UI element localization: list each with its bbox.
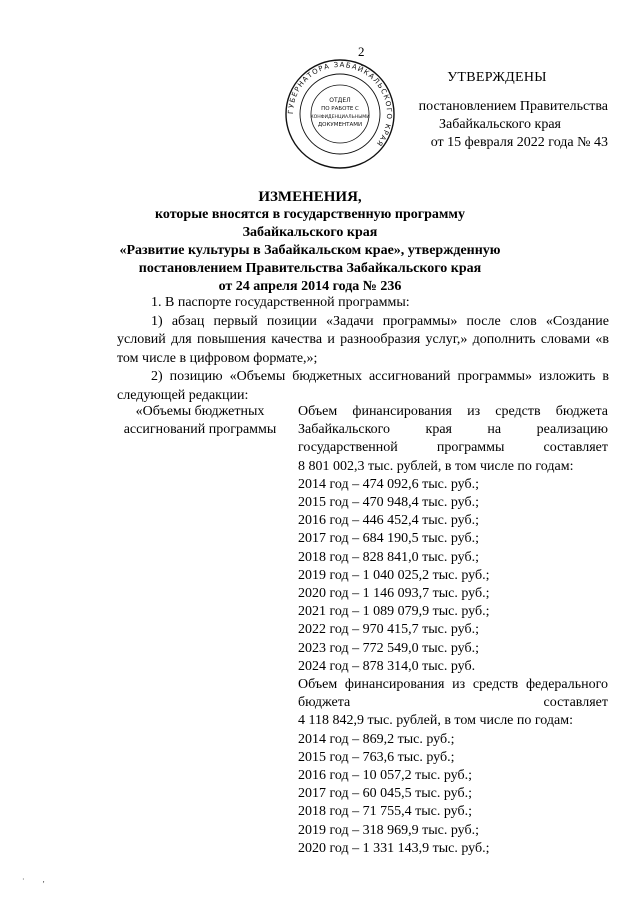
document-heading [110,188,510,296]
regional-year-row: 2023 год – 772 549,0 тыс. руб.; [298,640,479,656]
body-text [117,294,609,405]
heading-line-4: от 24 апреля 2014 года № 236 [218,279,402,294]
paragraph-2: 1) абзац первый позиции «Задачи программы» после слов «Создание условий для повышения качества и разнообразия услуг,» дополнить словами «в том числе в цифровом формате,»; [117,313,609,366]
federal-year-row: 2015 год – 763,6 тыс. руб.; [298,749,455,765]
seal-line-4: ДОКУМЕНТАМИ [317,122,363,128]
official-seal [283,57,397,171]
approval-line-2: Забайкальского края [438,117,561,132]
page-number: 2 [358,44,365,59]
paragraph-1: 1. В паспорте государственной программы: [151,295,410,310]
paragraph-3: 2) позицию «Объемы бюджетных ассигнований программы» изложить в следующей редакции: [117,369,609,403]
heading-line-3: постановлением Правительства Забайкальского края [138,261,482,276]
seal-line-3: КОНФИДЕНЦИАЛЬНЫМИ [310,115,370,120]
regional-total: 8 801 002,3 тыс. рублей, в том числе по годам: [298,458,574,474]
federal-year-row: 2020 год – 1 331 143,9 тыс. руб.; [298,840,490,856]
heading-title: ИЗМЕНЕНИЯ, [258,189,362,205]
seal-outer-text: ГУБЕРНАТОРА ЗАБАЙКАЛЬСКОГО КРАЯ [286,60,394,149]
federal-year-row: 2014 год – 869,2 тыс. руб.; [298,731,455,747]
regional-year-row: 2021 год – 1 089 079,9 тыс. руб.; [298,604,490,620]
regional-year-row: 2019 год – 1 040 025,2 тыс. руб.; [298,567,490,583]
federal-total: 4 118 842,9 тыс. рублей, в том числе по годам: [298,713,573,729]
federal-year-row: 2019 год – 318 969,9 тыс. руб.; [298,822,479,838]
budget-details [298,403,608,858]
regional-year-row: 2014 год – 474 092,6 тыс. руб.; [298,476,479,492]
regional-year-row: 2017 год – 684 190,5 тыс. руб.; [298,531,479,547]
federal-year-row: 2017 год – 60 045,5 тыс. руб.; [298,786,472,802]
approval-line-1: постановлением Правительства [418,99,608,114]
federal-year-row: 2018 год – 71 755,4 тыс. руб.; [298,804,472,820]
regional-year-row: 2015 год – 470 948,4 тыс. руб.; [298,495,479,511]
regional-year-row: 2020 год – 1 146 093,7 тыс. руб.; [298,586,490,602]
regional-year-row: 2016 год – 446 452,4 тыс. руб.; [298,513,479,529]
federal-year-row: 2016 год – 10 057,2 тыс. руб.; [298,768,472,784]
budget-label: «Объемы бюджетных ассигнований программы [123,404,277,438]
scan-specks: · , [22,875,45,884]
seal-line-2: ПО РАБОТЕ С [321,106,359,112]
seal-line-1: ОТДЕЛ [329,97,351,104]
approval-title: УТВЕРЖДЕНЫ [447,70,547,85]
regional-year-row: 2018 год – 828 841,0 тыс. руб.; [298,549,479,565]
regional-intro: Объем финансирования из средств бюджета Забайкальского края на реализацию государственной программы составляет [298,404,608,456]
approval-block [386,70,608,152]
regional-year-row: 2022 год – 970 415,7 тыс. руб.; [298,622,479,638]
heading-line-2: «Развитие культуры в Забайкальском крае», утвержденную [119,243,501,258]
heading-line-1: которые вносятся в государственную программу Забайкальского края [155,207,465,240]
approval-line-3: от 15 февраля 2022 года № 43 [430,135,608,150]
regional-year-row: 2024 год – 878 314,0 тыс. руб. [298,658,476,674]
federal-intro: Объем финансирования из средств федерального бюджета составляет [298,677,608,711]
